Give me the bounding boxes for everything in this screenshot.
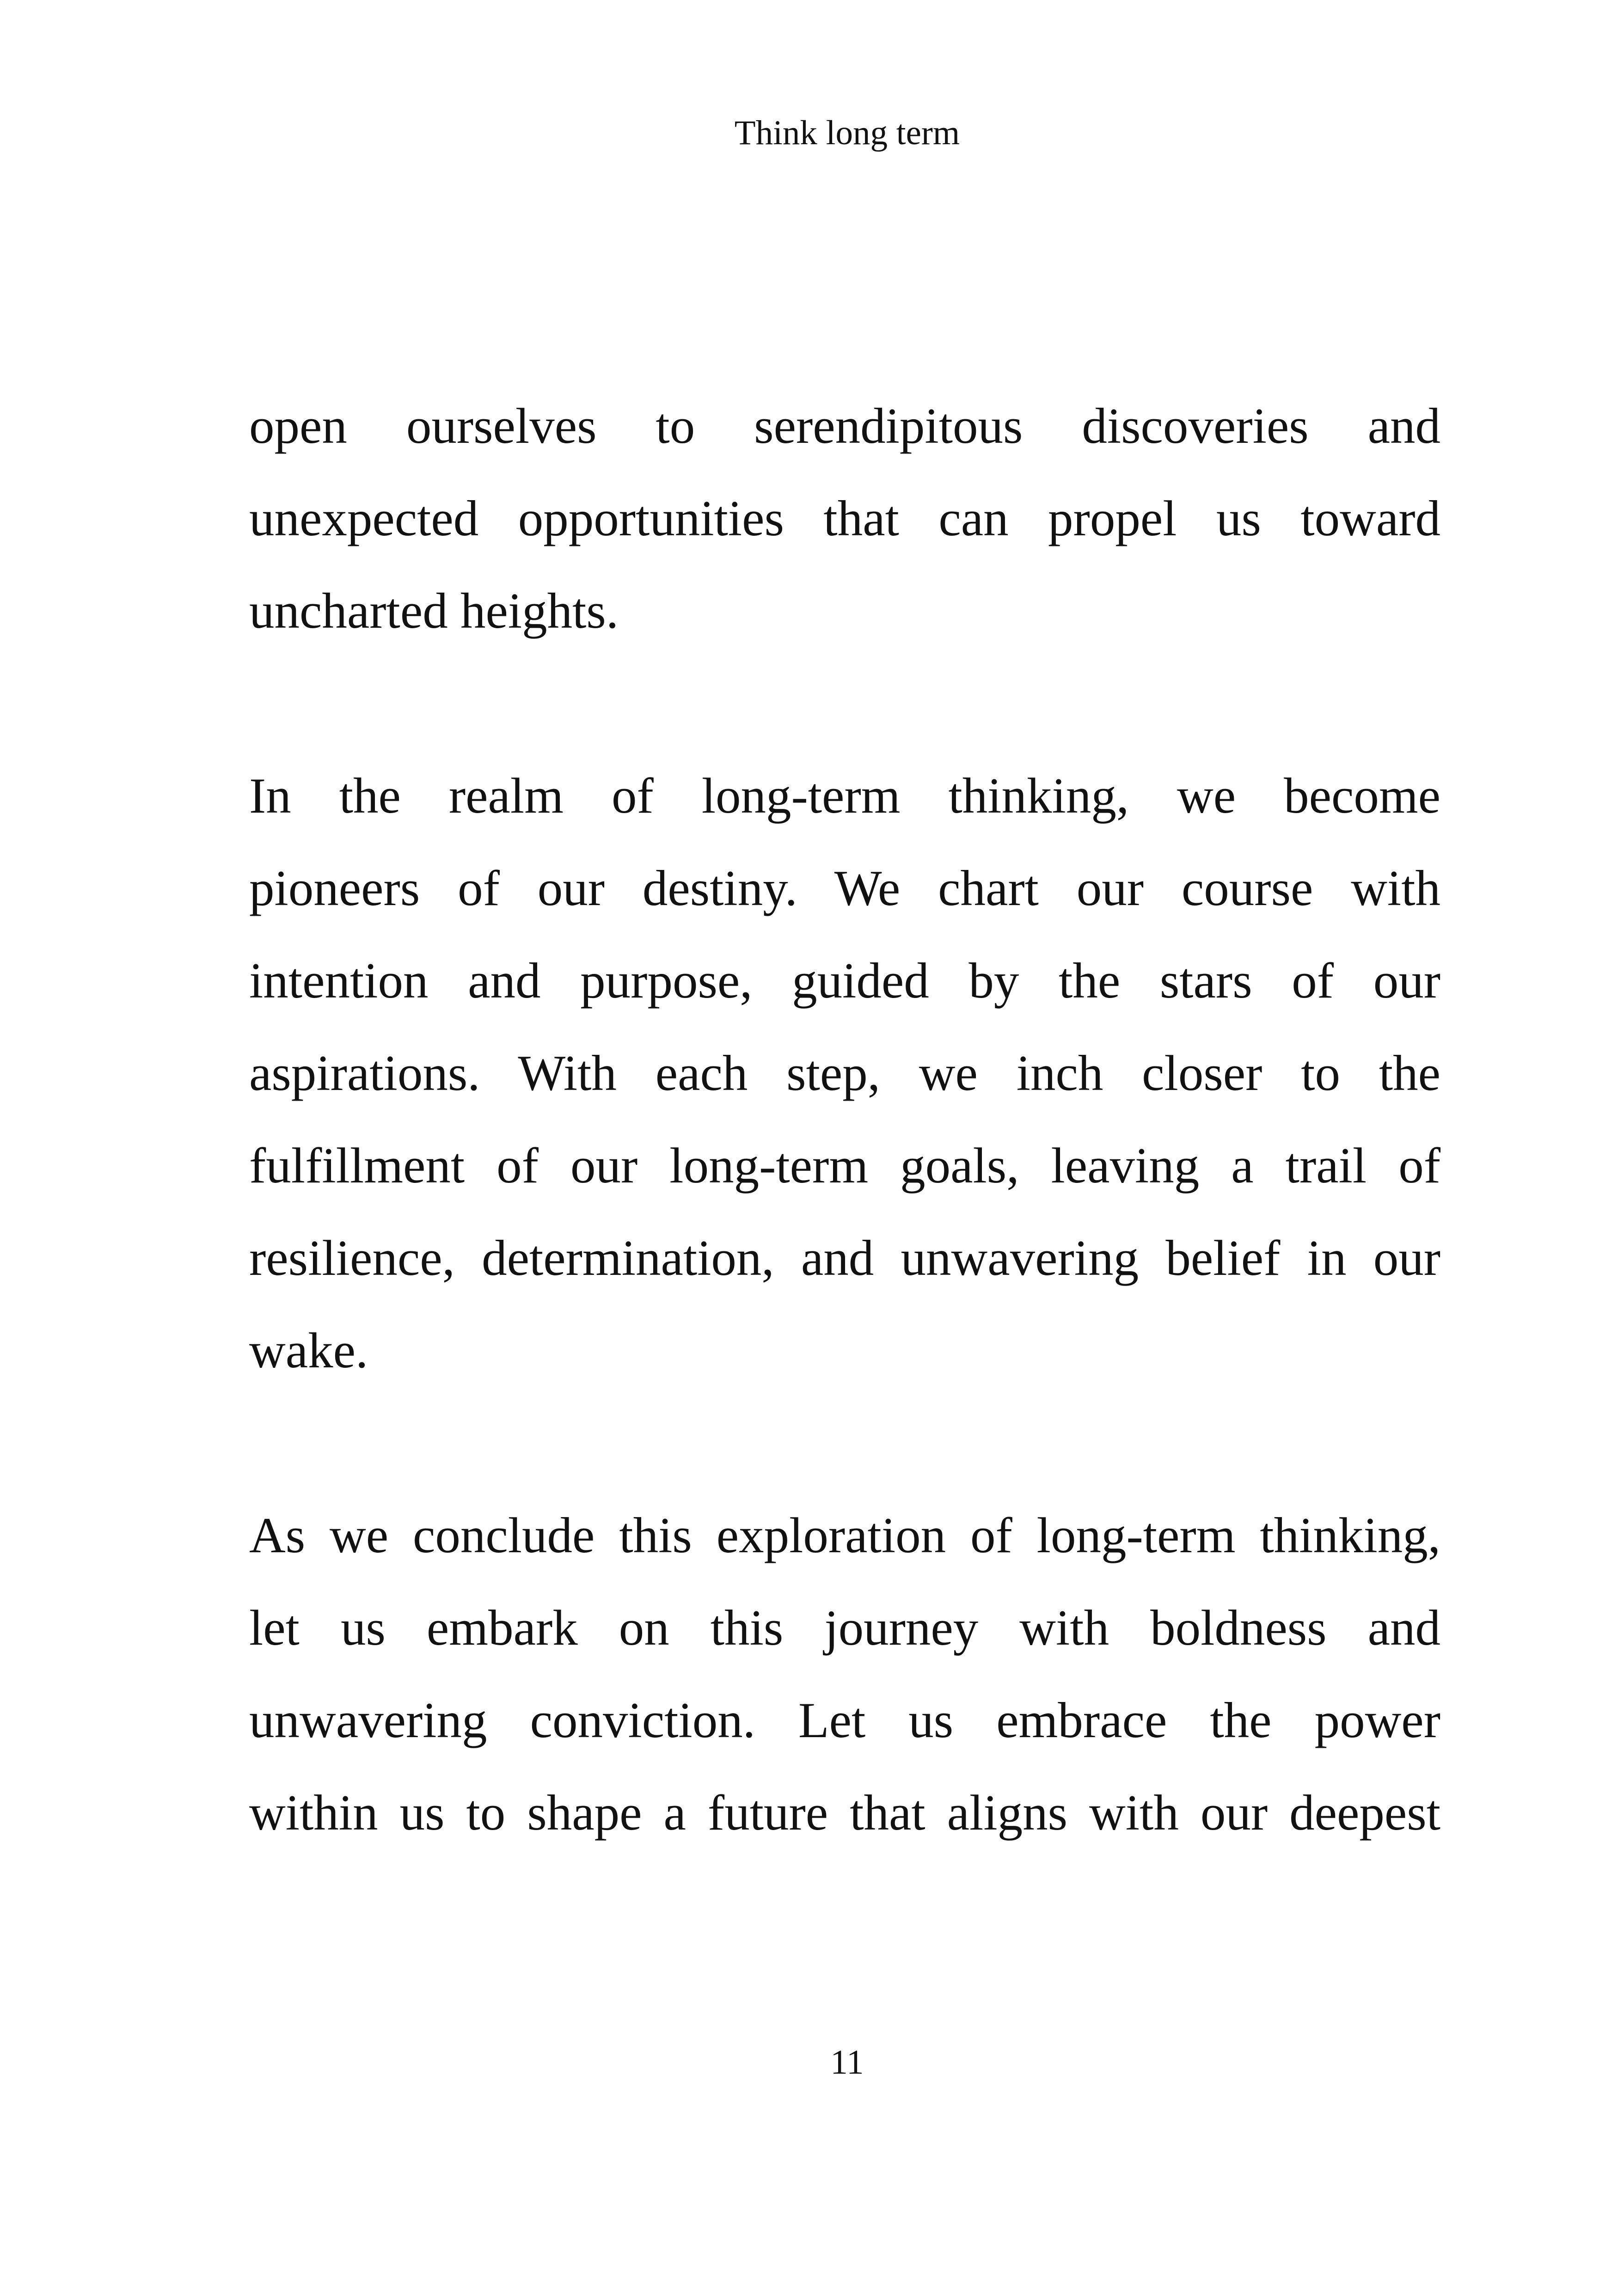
text-line: fulfillment of our long-term goals, leaving a trail of — [249, 1138, 1440, 1194]
text-line: As we conclude this exploration of long-term thinking, — [249, 1507, 1440, 1563]
text-line: wake. — [249, 1322, 368, 1378]
text-line: In the realm of long-term thinking, we become — [249, 768, 1440, 824]
text-line: within us to shape a future that aligns with our deepest — [249, 1785, 1440, 1841]
text-line: uncharted heights. — [249, 583, 619, 639]
text-line: pioneers of our destiny. We chart our course with — [249, 860, 1440, 916]
text-line: unexpected opportunities that can propel us toward — [249, 490, 1440, 546]
paragraph-3 — [249, 1489, 1440, 1859]
text-line: aspirations. With each step, we inch closer to the — [249, 1045, 1440, 1101]
text-line: resilience, determination, and unwavering belief in our — [249, 1230, 1440, 1286]
text-line: unwavering conviction. Let us embrace the power — [249, 1692, 1440, 1748]
paragraph-1 — [249, 380, 1440, 657]
running-header: Think long term — [734, 114, 960, 152]
text-line: let us embark on this journey with boldness and — [249, 1600, 1440, 1656]
paragraph-2 — [249, 750, 1440, 1397]
page-number: 11 — [830, 2043, 864, 2082]
text-line: intention and purpose, guided by the stars of our — [249, 953, 1440, 1009]
text-line: open ourselves to serendipitous discoveries and — [249, 398, 1440, 454]
